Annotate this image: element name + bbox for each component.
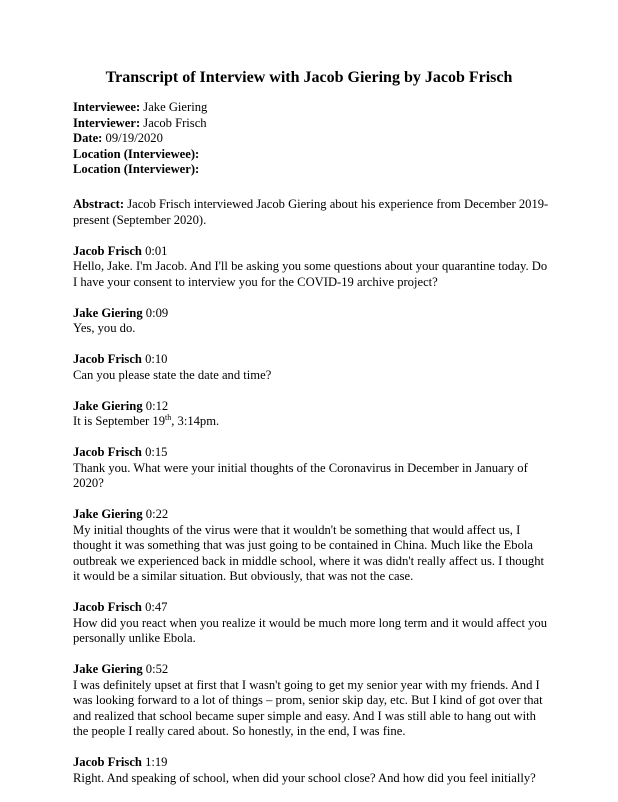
timestamp: 0:09 (142, 305, 169, 320)
speech-text: My initial thoughts of the virus were that it wouldn't be something that would affect us, I thought it was something that was just going to be contained in China. Much like the Ebola outbreak we experienced back in middle school, where it was didn't really affect us. I thought it would be a similar situation. But obviously, that was not the case. (73, 522, 544, 583)
speaker-line (73, 662, 553, 678)
speaker-line (73, 600, 553, 616)
speech-text: Thank you. What were your initial thoughts of the Coronavirus in December in January of 2020? (73, 460, 528, 490)
timestamp: 0:12 (142, 398, 169, 413)
speech-text-end: , 3:14pm. (171, 414, 220, 428)
transcript-turn (73, 662, 553, 740)
transcript-body (73, 197, 553, 802)
speaker-name: Jake Giering (73, 305, 143, 320)
transcript-turn (73, 600, 553, 647)
ordinal-suffix: th (165, 412, 172, 422)
interviewee-value: Jake Giering (140, 100, 208, 114)
location-interviewer-label: Location (Interviewer): (73, 162, 200, 176)
speaker-name: Jake Giering (73, 398, 143, 413)
date-value: 09/19/2020 (102, 131, 163, 145)
transcript-turn (73, 755, 553, 786)
speech-text: Can you please state the date and time? (73, 367, 272, 382)
abstract-text: Jacob Frisch interviewed Jacob Giering about his experience from December 2019-present (September 2020). (73, 197, 549, 227)
timestamp: 0:01 (141, 243, 168, 258)
timestamp: 0:10 (141, 352, 168, 366)
speaker-name: Jake Giering (73, 662, 143, 676)
interviewer-label: Interviewer: (73, 115, 141, 130)
timestamp: 1:19 (141, 755, 168, 769)
interviewee-label: Interviewee: (73, 100, 141, 114)
transcript-turn (73, 507, 553, 585)
date-label: Date: (73, 131, 103, 145)
speaker-line (73, 306, 553, 322)
speaker-name: Jacob Frisch (73, 352, 142, 366)
speaker-line (73, 352, 553, 368)
speech-text: How did you react when you realize it would be much more long term and it would affect you personally unlike Ebola. (73, 615, 547, 645)
date-line (73, 131, 553, 147)
timestamp: 0:15 (141, 445, 168, 459)
timestamp: 0:22 (142, 507, 169, 521)
speech-text: Yes, you do. (73, 321, 136, 335)
timestamp: 0:52 (142, 662, 169, 676)
interview-metadata (73, 100, 553, 178)
speech-text: I was definitely upset at first that I wasn't going to get my senior year with my friends. And I was looking forward to a lot of things – prom, senior skip day, etc. But I kind of got over that and realized that school became super simple and easy. And I was still able to hang out with the people I really cared about. So honestly, in the end, I was fine. (73, 677, 543, 738)
location-interviewee-label: Location (Interviewee): (73, 146, 200, 161)
speaker-name: Jacob Frisch (73, 755, 142, 769)
transcript-turn (73, 244, 553, 291)
timestamp: 0:47 (141, 600, 168, 614)
interviewee-line (73, 100, 553, 116)
location-interviewer-line (73, 162, 553, 178)
abstract (73, 197, 553, 228)
page-title: Transcript of Interview with Jacob Giering by Jacob Frisch (105, 69, 513, 86)
speaker-name: Jacob Frisch (73, 445, 142, 459)
speaker-line (73, 507, 553, 523)
interviewer-line (73, 116, 553, 132)
location-interviewee-line (73, 147, 553, 163)
speaker-line (73, 244, 553, 260)
transcript-turn (73, 445, 553, 492)
speech-text: Hello, Jake. I'm Jacob. And I'll be asking you some questions about your quarantine today. Do I have your consent to interview you for the COVID-19 archive project? (73, 259, 548, 289)
speech-text (73, 414, 553, 430)
speaker-line (73, 399, 553, 415)
speech-text: Right. And speaking of school, when did your school close? And how did you feel initially? (73, 770, 536, 785)
speaker-line (73, 755, 553, 771)
speaker-name: Jacob Frisch (73, 243, 142, 258)
speech-text-start: It is September 19 (73, 414, 165, 428)
speaker-name: Jake Giering (73, 507, 143, 521)
abstract-label: Abstract: (73, 197, 125, 211)
speaker-name: Jacob Frisch (73, 600, 142, 614)
interviewer-value: Jacob Frisch (140, 115, 207, 130)
transcript-turn (73, 399, 553, 430)
transcript-turn (73, 352, 553, 383)
transcript-turn (73, 306, 553, 337)
speaker-line (73, 445, 553, 461)
